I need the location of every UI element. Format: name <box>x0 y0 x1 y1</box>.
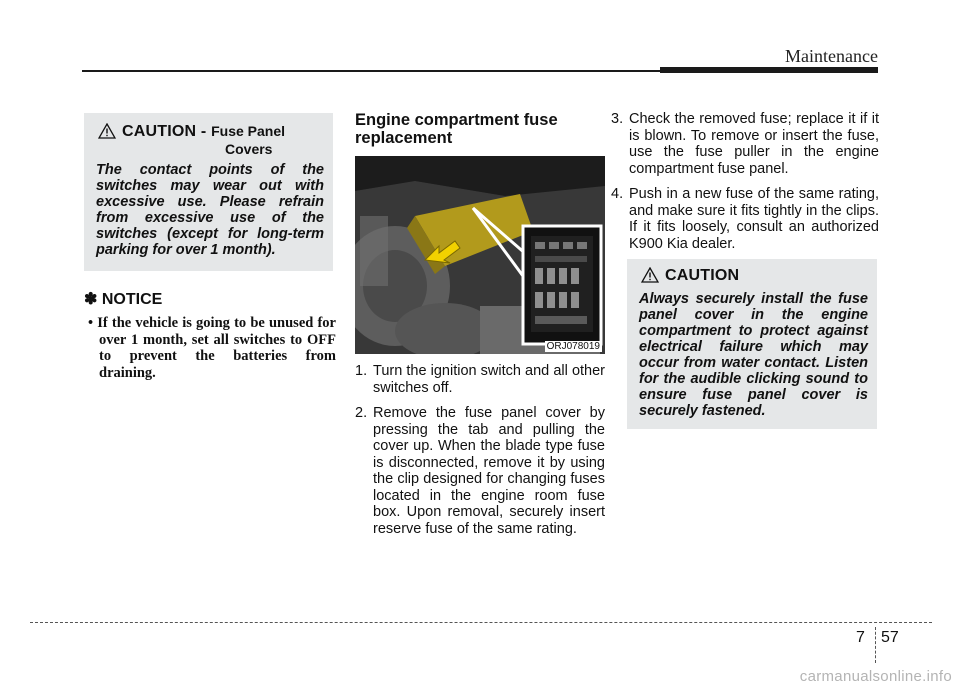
image-code: ORJ078019 <box>546 341 600 352</box>
engine-fuse-box-photo <box>355 156 605 354</box>
step-number: 1. <box>355 363 368 379</box>
warning-triangle-icon <box>641 267 659 283</box>
list-item <box>611 111 879 177</box>
caution-box-fuse-panel-covers <box>84 113 333 271</box>
notice-block <box>84 289 336 381</box>
caution-title: CAUTION - <box>122 123 212 140</box>
section-title: Engine compartment fuse replacement <box>355 111 558 147</box>
step-text: Push in a new fuse of the same rating, and make sure it fits tightly in the clips. If it fits loosely, consult an authorized K900 Kia dealer. <box>629 186 879 252</box>
step-number: 3. <box>611 111 624 127</box>
footer-rule <box>30 622 932 623</box>
notice-item: • If the vehicle is going to be unused for over 1 month, set all switches to OFF to prevent the batteries from draining. <box>88 315 336 381</box>
list-item <box>355 363 605 396</box>
engine-compartment-illustration <box>355 156 605 354</box>
caution-title: CAUTION <box>665 267 740 284</box>
caution-header <box>96 123 324 141</box>
watermark: carmanualsonline.info <box>799 668 952 685</box>
header-rule-thick <box>660 67 878 73</box>
page-number-divider <box>875 627 876 663</box>
notice-title: ✽ NOTICE <box>84 291 163 308</box>
chapter-number: 7 <box>856 629 865 646</box>
caution-body: Always securely install the fuse panel cover in the engine compartment to protect against electrical failure which may occur from water contact. Listen for the audible clicking sound to ensure fuse panel cover is securely fastened. <box>639 291 868 419</box>
header-rule <box>82 70 660 72</box>
list-item <box>355 405 605 537</box>
caution-header <box>639 267 868 285</box>
section-header-title: Maintenance <box>785 46 878 66</box>
step-list-right <box>611 111 879 252</box>
list-item <box>611 186 879 252</box>
step-list-left <box>355 363 605 537</box>
page-number: 57 <box>881 629 899 646</box>
step-text: Check the removed fuse; replace it if it is blown. To remove or insert the fuse, use the fuse puller in the engine compartment fuse panel. <box>629 111 879 177</box>
caution-subtitle-line1: Fuse Panel <box>211 123 286 139</box>
caution-box-fuse-cover <box>627 259 877 429</box>
caution-subtitle-line2: Covers <box>225 141 273 157</box>
step-text: Turn the ignition switch and all other switches off. <box>373 363 605 396</box>
warning-triangle-icon <box>98 123 116 139</box>
step-text: Remove the fuse panel cover by pressing the tab and pulling the cover up. When the blade type fuse is disconnected, remove it by using the clip designed for changing fuses located in the engine room fuse box. Upon removal, securely insert reserve fuse of the same rating. <box>373 405 605 537</box>
step-number: 4. <box>611 186 624 202</box>
caution-body: The contact points of the switches may wear out with excessive use. Please refrain from excessive use of the switches (except for long-term parking for over 1 month). <box>96 162 324 258</box>
step-number: 2. <box>355 405 368 421</box>
